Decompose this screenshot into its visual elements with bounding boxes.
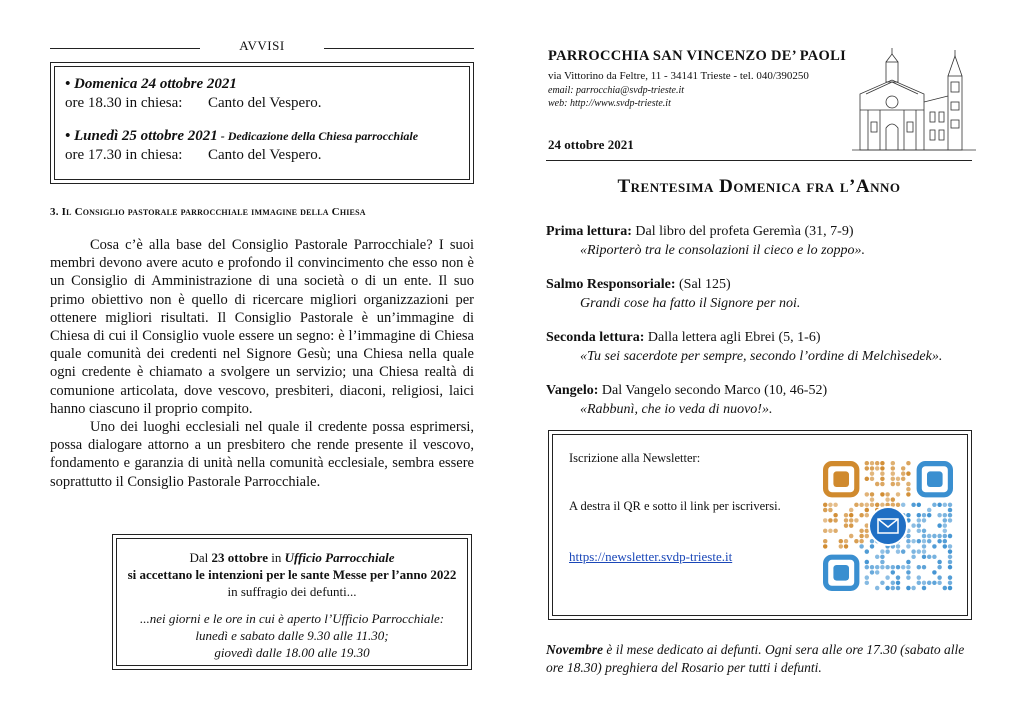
event-time: ore 18.30 in chiesa: [65,95,183,111]
reading-first [546,222,976,260]
issue-date: 24 ottobre 2021 [548,137,634,152]
notice-hours: giovedì dalle 18.00 alle 19.30 [214,645,370,660]
notice-hours-intro: ...nei giorni e le ore in cui è aperto l’Ufficio Parrocchiale: [139,611,445,626]
event-item [65,75,459,113]
notice-text: Dal [189,550,212,565]
reading-quote: «Rabbunì, che io veda di nuovo!». [580,402,773,417]
liturgy-title: Trentesima Domenica fra l’Anno [617,176,901,197]
parish-email: email: parrocchia@svdp-trieste.it [548,85,685,96]
reading-second [546,328,976,366]
reading-source: (Sal 125) [675,277,731,292]
avvisi-heading: AVVISI [239,38,285,53]
qr-code-icon[interactable] [823,461,953,591]
notice-text: in suffragio dei defunti... [227,584,357,599]
article-paragraph: Uno dei luoghi ecclesiali nel quale il credente possa esprimersi, possa dialogare attorno a un presbitero che rende presente il vescovo, fondamento e garanzia di unità nella comunità ecclesiale, sembra essere soprattutto il Consiglio Pastorale Parrocchiale. [50,419,474,490]
event-item [65,127,459,165]
parish-name: PARROCCHIA SAN VINCENZO DE’ PAOLI [548,48,847,64]
reading-gospel [546,381,976,419]
newsletter-title: Iscrizione alla Newsletter: [569,451,701,465]
reading-quote: «Riporterò tra le consolazioni il cieco e lo zoppo». [580,243,866,258]
notice-hours: lunedì e sabato dalle 9.30 alle 11.30; [195,628,389,643]
avvisi-header [50,38,474,58]
reading-psalm [546,275,976,313]
notice-text: in [267,550,285,565]
divider [324,48,474,49]
reading-label: Salmo Responsoriale: [546,277,676,292]
events-box [50,62,474,184]
notice-headline: si accettano le intenzioni per le sante Messe per l’anno 2022 [127,567,457,582]
church-drawing-icon [852,46,976,152]
article-title: 3. Il Consiglio pastorale parrocchiale immagine della Chiesa [50,206,366,218]
notice-office: Ufficio Parrocchiale [284,550,395,565]
event-title: • Domenica 24 ottobre 2021 [65,76,237,92]
november-notice [546,641,976,677]
event-title: • Lunedì 25 ottobre 2021 [65,128,218,144]
event-subtitle: - Dedicazione della Chiesa parrocchiale [217,129,419,143]
reading-source: Dalla lettera agli Ebrei (5, 1-6) [644,330,821,345]
reading-quote: «Tu sei sacerdote per sempre, secondo l’ordine di Melchìsedek». [580,349,943,364]
november-text: è il mese dedicato ai defunti. Ogni sera alle ore 17.30 (sabato alle ore 18.30) preghiera del Rosario per tutti i defunti. [546,642,965,675]
reading-source: Dal libro del profeta Geremìa (31, 7-9) [631,224,854,239]
november-label: Novembre [546,642,603,657]
divider [546,160,972,161]
newsletter-description: A destra il QR e sotto il link per iscriversi. [569,499,781,513]
parish-web: web: http://www.svdp-trieste.it [548,98,671,109]
newsletter-link[interactable]: https://newsletter.svdp-trieste.it [569,549,733,564]
reading-label: Seconda lettura: [546,330,645,345]
envelope-icon [869,507,907,545]
article-paragraph: Cosa c’è alla base del Consiglio Pastorale Parrocchiale? I suoi membri devono avere acuto e profondo il convincimento che esso non è un Consiglio di Amministrazione di una società o di un ente. Il suo primo obiettivo non è quello di ricercare migliori organizzazioni per ottenere migliori risultati. Il Consiglio Pastorale è un’immagine di Chiesa di cui il Consiglio vuole essere un segno: è l’immagine di Chiesa quale comunità dei credenti nel Signore Gesù; una Chiesa nella quale ogni credente è chiamato a svolgere un servizio; una Chiesa realtà di comunione articolata, dove vescovo, presbiteri, diaconi, religiosi, laici hanno ciascuno il proprio compito. [50,237,474,417]
article-body [50,236,474,491]
event-desc: Canto del Vespero. [208,95,322,111]
parish-address: via Vittorino da Feltre, 11 - 34141 Trieste - tel. 040/390250 [548,70,809,82]
reading-label: Prima lettura: [546,224,632,239]
mass-intentions-box [112,534,472,670]
event-time: ore 17.30 in chiesa: [65,147,183,163]
newsletter-box [548,430,972,620]
reading-label: Vangelo: [546,383,599,398]
reading-source: Dal Vangelo secondo Marco (10, 46-52) [598,383,828,398]
event-desc: Canto del Vespero. [208,147,322,163]
reading-quote: Grandi cose ha fatto il Signore per noi. [580,296,801,311]
notice-date: 23 ottobre [211,550,268,565]
